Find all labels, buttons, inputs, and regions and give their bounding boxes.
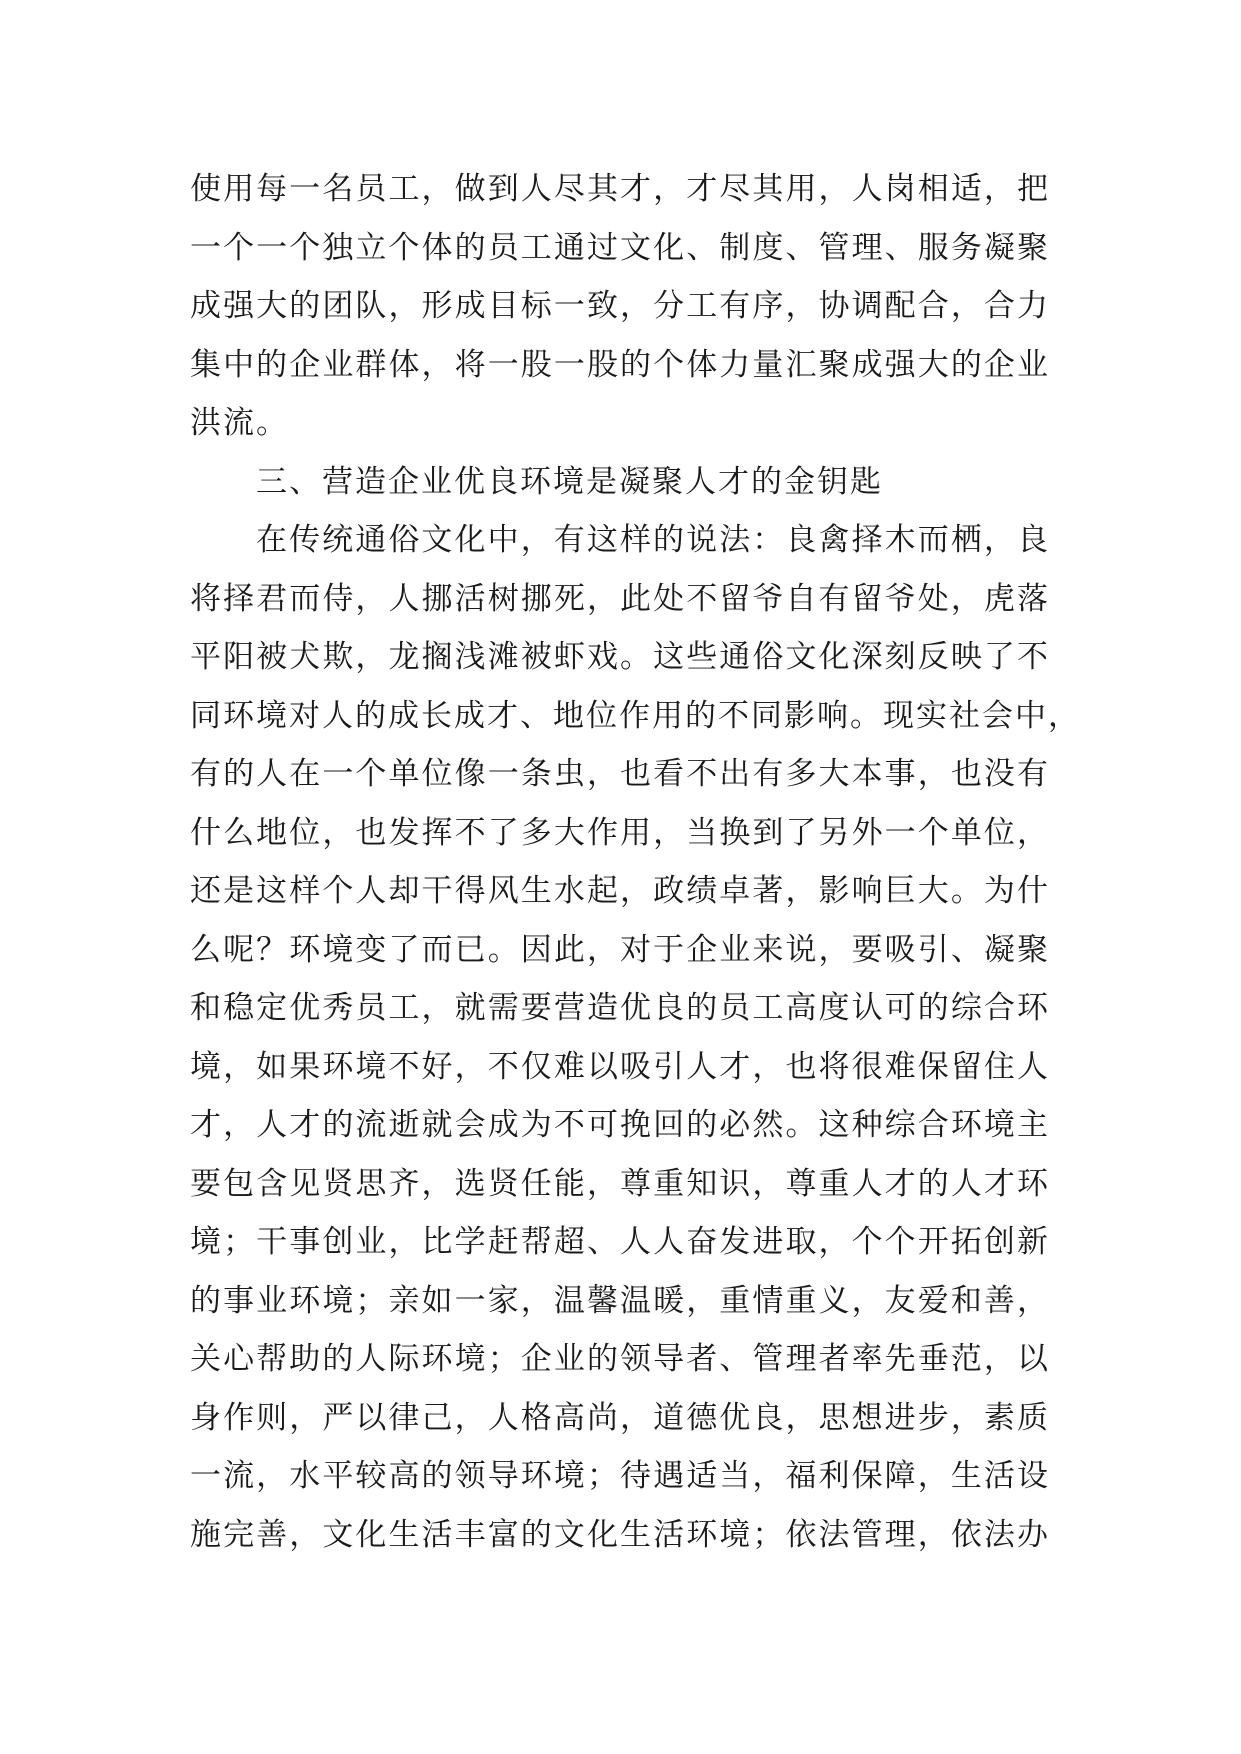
- text-line: 一个一个独立个体的员工通过文化、制度、管理、服务凝聚: [190, 229, 1050, 266]
- text-line: 要包含见贤思齐，选贤任能，尊重知识，尊重人才的人才环: [190, 1165, 1050, 1202]
- section-heading: 三、营造企业优良环境是凝聚人才的金钥匙: [256, 463, 883, 500]
- text-line: 身作则，严以律己，人格高尚，道德优良，思想进步，素质: [190, 1399, 1050, 1436]
- text-line: 和稳定优秀员工，就需要营造优良的员工高度认可的综合环: [190, 990, 1050, 1026]
- text-line: 么呢？环境变了而已。因此，对于企业来说，要吸引、凝聚: [190, 931, 1050, 968]
- text-line: 境；干事创业，比学赶帮超、人人奋发进取，个个开拓创新: [190, 1224, 1050, 1260]
- text-line: 成强大的团队，形成目标一致，分工有序，协调配合，合力: [190, 288, 1050, 324]
- text-line: 有的人在一个单位像一条虫，也看不出有多大本事，也没有: [190, 756, 1050, 792]
- text-line: 集中的企业群体，将一股一股的个体力量汇聚成强大的企业: [190, 346, 1050, 383]
- text-line: 关心帮助的人际环境；企业的领导者、管理者率先垂范，以: [190, 1341, 1050, 1377]
- text-line: 还是这样个人却干得风生水起，政绩卓著，影响巨大。为什: [190, 873, 1050, 909]
- text-line: 一流，水平较高的领导环境；待遇适当，福利保障，生活设: [190, 1458, 1050, 1494]
- text-line: 将择君而侍，人挪活树挪死，此处不留爷自有留爷处，虎落: [190, 580, 1050, 617]
- text-line: 什么地位，也发挥不了多大作用，当换到了另外一个单位，: [190, 814, 1050, 851]
- text-line: 平阳被犬欺，龙搁浅滩被虾戏。这些通俗文化深刻反映了不: [190, 639, 1050, 675]
- text-line: 洪流。: [190, 405, 289, 441]
- text-line: 境，如果环境不好，不仅难以吸引人才，也将很难保留住人: [190, 1048, 1050, 1085]
- text-line: 的事业环境；亲如一家，温馨温暖，重情重义，友爱和善，: [190, 1282, 1050, 1319]
- text-line: 使用每一名员工，做到人尽其才，才尽其用，人岗相适，把: [190, 171, 1050, 207]
- text-line: 才，人才的流逝就会成为不可挽回的必然。这种综合环境主: [190, 1107, 1050, 1143]
- text-line: 在传统通俗文化中，有这样的说法：良禽择木而栖，良: [256, 522, 1050, 558]
- text-line: 同环境对人的成长成才、地位作用的不同影响。现实社会中，: [190, 697, 1081, 734]
- text-line: 施完善，文化生活丰富的文化生活环境；依法管理，依法办: [190, 1516, 1050, 1553]
- document-body: [190, 160, 1081, 1564]
